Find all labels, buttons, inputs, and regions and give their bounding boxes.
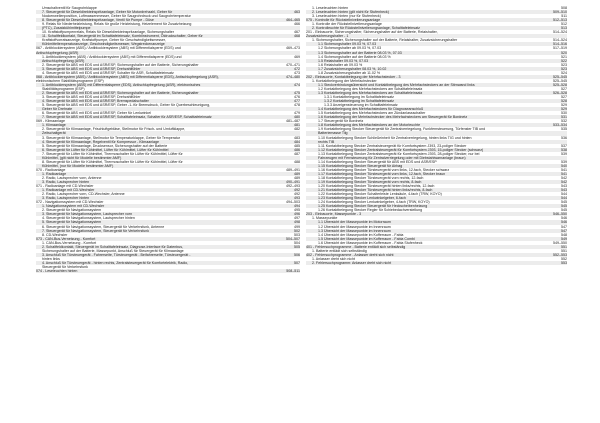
toc-entry-title: 1.2 Sicherungshalter ab 09.03 %, 07.03 <box>318 46 382 51</box>
toc-entry-title: 1.3 Übersicht der Massepunkte im Innenraum <box>318 228 391 233</box>
toc-entry-page: 486 <box>294 147 300 152</box>
toc-entry-title: 7. Steuergerät für Dieseldirekteinspritzanlage, Geber für Motordrehzahl, Geber für <box>42 10 173 15</box>
toc-entry-title: 1.7 Steuergerät für Bordnetz <box>318 119 364 124</box>
toc-entry-page: 545 <box>561 204 567 209</box>
toc-entry-page: 493 <box>294 196 300 201</box>
toc-entry-title: Geber für Drehrate <box>42 107 73 112</box>
toc-entry-title: 2. Radio, Lautsprecher vorn, Antenne <box>42 175 102 180</box>
toc-entry-title: 1.2 Kontaktbelegung des Mehrfachsteckers am Schalttafeleinsatz <box>318 86 423 91</box>
toc-entry-title: 1.9 Kontaktbelegung Stecker Steuergerät für Zentralverriegelung, Funkfernsteuerung, Türfenster TIB und <box>318 127 486 132</box>
toc-entry-title: 1.8 Kontaktbelegung des Mehrfachsteckers an der Motorleuchte <box>318 123 421 128</box>
toc-entry-title: 4. Anschluß für Türsteuergerät - hinten rechts, Zentralsteuergerät für Komfortelektrik, Radio, <box>42 260 189 265</box>
toc-entry-page: 477 <box>294 99 300 104</box>
toc-entry-page: 529 <box>561 107 567 112</box>
toc-entry-page: 490–491 <box>286 180 300 185</box>
toc-entry-page: 553 <box>561 260 567 265</box>
toc-entry-title: 1.22 Kontaktbelegung Stecker Schalterleiste Lenksäule, 4-fach (TRW, KOYO) <box>318 192 442 197</box>
toc-entry-page: 539 <box>561 159 567 164</box>
toc-entry-title: 4. Steuergerät für ABS mit EDS und ASR/ESP, Bremspedalschalter <box>42 99 149 104</box>
toc-entry-title: 6. Steuergerät für ABS mit EDS und ASR/ESP, Geber für Lenkwinkel <box>42 111 151 116</box>
toc-entry-title: 5. Steuergerät für Klimaanlage, Drucksensor, Sicherungshalter auf der Batterie <box>42 143 168 148</box>
toc-entry-page: 530 <box>561 111 567 116</box>
toc-entry-page: 494 <box>294 204 300 209</box>
toc-entry-title: 4. Steuergerät für Navigationssystem, Lautsprecher hinten <box>42 216 135 221</box>
toc-entry-page: 492 <box>294 188 300 193</box>
toc-entry-page: 480 <box>294 115 300 120</box>
toc-entry-page: 533–534 <box>553 123 567 128</box>
toc-entry-title: 1. Kontrolle der Rückstellnivelierungsanlage <box>312 22 382 27</box>
toc-entry-title: 2. Steuergerät für Klimaanlage, Frischluftgebläse, Stellmotor für Frisch- und Umluftklappe, <box>42 127 186 132</box>
toc-entry-title: 1. CAN-Bus-Vernetzung - Komfort <box>42 240 97 245</box>
toc-entry-page: 543 <box>561 184 567 189</box>
toc-entry-title: Kühlmitteltemperaturanzeige, Geschwindigkeitsmesser, Wegstreckenanzeige <box>42 42 165 47</box>
toc-entry-title: 1.10 Kontaktbelegung Stecker Schließeinheit für Zentralverriegelung, hinten links TIG und hinten <box>318 135 472 140</box>
toc-entry-title: 1.13 Kontaktbelegung Stecker Zentralsteuergerät für Komfortsystem J393, 28-poliger Stecker, nur bei <box>318 151 480 156</box>
toc-entry-page: 469 <box>294 54 300 59</box>
toc-entry-page: 505 <box>294 244 300 249</box>
toc-entry-title: 1.25 Kontaktbelegung Stecker Steuergerät für Heckscheibenheizung <box>318 204 428 209</box>
toc-entry-page: 539 <box>561 151 567 156</box>
toc-entry-page: 498 <box>294 220 300 225</box>
toc-entry-title: 1.15 Kontaktbelegung Stecker Steuergerät für Airbag <box>318 163 403 168</box>
toc-entry-page: 527 <box>561 95 567 100</box>
toc-entry-page: 492 <box>294 192 300 197</box>
toc-entry-title: 201 - Einbauorte, Sicherungshalter, Sicherungshalter auf der Batterie, Relaishalter, <box>306 30 438 35</box>
toc-entry-page: 552–553 <box>553 252 567 257</box>
toc-entry-title: Kühlmittel, (nur für Modelle bestimmter AMF) <box>42 163 114 168</box>
toc-entry-title: 1. Antiblockiersystem (ABS) mit Differentialsperre (EDS), Antischlupfregelung (ASR), elektronisches <box>42 82 201 87</box>
toc-entry-title: 3. Anschluß für Türsteuergerät - Fahrerseite, Türsteuergerät - Beifahrerseite, Türsteuergerät - <box>42 252 191 257</box>
toc-entry-page: 472 <box>294 66 300 71</box>
toc-entry-page: 541 <box>561 171 567 176</box>
toc-entry-page: 499 <box>294 224 300 229</box>
toc-entry-title: 7. Steuergerät für Navigationssystem, Steuergerät für Verkehrsfunk <box>42 228 150 233</box>
toc-entry-title: 068 - Antiblockiersystem (ABS) / Antiblockiersystem (ABS) mit Differentialsperre (EDS), Antischlupfregelung (ASR), <box>36 74 219 79</box>
toc-entry-page: 481–487 <box>286 119 300 124</box>
toc-column-left <box>36 6 300 273</box>
toc-entry-page: 546–550 <box>553 212 567 217</box>
toc-entry-title: 1.6 Kontaktbelegung der Mehrfachstecker des Mehrfachsteckers am Steuergerät für Bordnetz <box>318 115 468 120</box>
toc-entry-title: 1.21 Kontaktbelegung Stecker Türsteuergerät hinten links/rechts, 8-fach <box>318 188 433 193</box>
toc-entry-title: 1.5 Kontaktbelegung des Mehrfachsteckers am Zündanlassschalter <box>318 111 426 116</box>
toc-entry-title: 1.4 Übersicht der Massepunkte im Kofferraum - Fabia <box>318 232 404 237</box>
toc-entry-title: Stabilitätsprogramm (ESP) <box>42 86 85 91</box>
toc-entry-page: 495 <box>294 208 300 213</box>
toc-entry-page: 508–511 <box>286 269 300 274</box>
toc-entry-title: 1.3.1 Kontaktbelegung im Schalttafeleinsatz <box>324 95 394 100</box>
toc-entry-title: 1.1 Übersicht der Massepunkte im Motorraum <box>318 220 391 225</box>
toc-entry-title: 069 - Klimaanlage <box>36 119 65 124</box>
toc-entry-title: Antischlupfregelung (ASR) <box>42 58 85 63</box>
toc-entry-title: 9. Relais für Niederheizleistung, Relais für große Heizleistung, Heizelement für Zusatzheizung <box>42 22 192 27</box>
toc-entry-title: 1.1 Sicherungshalter 09.03 %, 07.03 <box>318 42 377 47</box>
toc-entry-page: 511 <box>561 14 567 19</box>
toc-entry-page: 531 <box>561 115 567 120</box>
toc-entry-page: 489 <box>294 175 300 180</box>
toc-entry-title: 2. Leseleuchten hinten (gilt nicht für Stufenheck) <box>312 10 389 15</box>
toc-entry-page: 503 <box>294 232 300 237</box>
toc-entry-title: 3. Steuergerät für Klimaanlage, Stellmotor für Temperaturklappe, Geber für Temperatur <box>42 135 181 140</box>
toc-entry-page: 535 <box>561 127 567 132</box>
toc-entry-page: 542 <box>561 175 567 180</box>
toc-entry-page: 525–528 <box>553 82 567 87</box>
toc-entry-title: 3. Radio, Lautsprecher hinten <box>42 196 90 201</box>
toc-entry-title: Antischlupfregelung (ASR) <box>36 50 79 55</box>
toc-entry-title: 4. Steuergerät für Klimaanlage, Regelventil für Kompressor - Klimaanlage <box>42 139 160 144</box>
toc-entry-title: 1.12 Kontaktbelegung Stecker Zentralsteuergerät für Komfortsystem J393, 15-poliger Stecker (schwarz) <box>318 147 484 152</box>
toc-entry-page: 551 <box>561 248 567 253</box>
toc-entry-title: 1.6 Übersicht der Massepunkte im Kofferraum - Fabia Stufenheck <box>318 240 423 245</box>
toc-entry-title: 202 - Einbauorte, Kontaktbelegung der Mehrfachstecker - 3 <box>306 74 401 79</box>
toc-entry-title: 1. Batterie entlädt sich selbständig <box>312 248 367 253</box>
toc-entry-title: Kraftstoffvorratsanzeige, Kraftstoffpumpe, Geber für Geschwindigkeitsmesser, <box>42 38 166 43</box>
toc-entry-page: 514–524 <box>553 30 567 35</box>
toc-entry-title: 11. Schaltfeldkontakt, Steuergerät im Schalttafeleinsatz, Kombiinstrument, Öldruckschalter, Geber für <box>42 34 203 39</box>
toc-entry-page: 540 <box>561 163 567 168</box>
toc-entry-title: 1.3.3 Anzeigensteuerung im Schalttafeleinsatz <box>324 103 398 108</box>
toc-entry-title: 067 - Antiblockiersystem (ABS) / Antiblockiersystem (ABS) mit Differentialsperre (EDS) und <box>36 46 181 51</box>
toc-entry-title: 1.6 Relaishalter ab 09.03 % <box>318 62 363 67</box>
toc-entry-title: 7. Steuergerät für ABS mit EDS und ASR/ESP, Schalttafeleinsatz, Schalter für ASR/ESP, Schalttafeleinsatz <box>42 115 212 120</box>
toc-entry-page: 479 <box>294 111 300 116</box>
toc-entry-title: 1.23 Kontaktbelegung Stecker Lenkwinkelgeber, 6-fach <box>318 196 406 201</box>
toc-entry-title: Batteriemasse Tilg <box>318 131 348 136</box>
toc-entry-page: 549–550 <box>553 240 567 245</box>
toc-entry-page: 466 <box>294 22 300 27</box>
toc-entry-page: 545 <box>561 200 567 205</box>
toc-entry-title: elektronischem Stabilitätsprogramm (ESP) <box>36 78 104 83</box>
toc-entry-title: 1. Leseleuchten hinten <box>312 6 349 10</box>
toc-entry-title: 1.24 Kontaktbelegung Stecker Lenkwinkelgeber, 4-fach (TRW, KOYO) <box>318 200 430 205</box>
toc-entry-title: 1.1 Steckverbindungsübersicht und Kontaktbelegung des Mehrfachsteckers an der Stirnwand links <box>318 82 475 87</box>
toc-entry-title: 5. Steuergerät für ABS mit EDS und ASR/ESP, Geber -1- für Bremsdruck, Geber für Querbeschleunigung, <box>42 103 211 108</box>
toc-entry-page: 512–513 <box>553 18 567 23</box>
toc-entry-page: 521 <box>561 54 567 59</box>
toc-entry-page: 544 <box>561 192 567 197</box>
toc-entry-page: 483 <box>294 135 300 140</box>
toc-entry-page: 546 <box>561 216 567 221</box>
toc-entry-title: 1. Kontaktbelegung der Mehrfachstecker <box>312 78 377 83</box>
toc-entry-title: 8. CD-Wechsler <box>42 232 68 237</box>
toc-entry-page: 523 <box>561 62 567 67</box>
toc-entry-page: 538 <box>561 147 567 152</box>
toc-entry-title: 1.3 Sicherungshalter auf der Batterie 08.03 %, 07.03 <box>318 50 402 55</box>
toc-entry-page: 513 <box>561 26 567 31</box>
toc-entry-page: 551 <box>561 244 567 249</box>
toc-entry-title: (PTC), Zusatzkühlmittelpumpe <box>42 26 91 31</box>
toc-entry-title: 2. Radio, Lautsprecher vorn, CD-Wechsler, Antenne <box>42 192 125 197</box>
toc-entry-page: 542 <box>561 180 567 185</box>
toc-entry-page: 517–519 <box>553 46 567 51</box>
toc-entry-page: 526–528 <box>553 90 567 95</box>
toc-entry-page: 476 <box>294 95 300 100</box>
toc-entry-title: 1.2 Übersicht der Massepunkte im Innenraum <box>318 224 391 229</box>
toc-entry-page: 482 <box>294 127 300 132</box>
toc-entry-title: 2. Steuergerät für Navigationssystem <box>42 208 102 213</box>
toc-entry-title: 2. Steuergerät für ABS mit EDS und ASR/ESP, Sicherungshalter auf der Batterie, Sicherungshalter <box>42 62 199 67</box>
toc-entry-page: 494–503 <box>286 200 300 205</box>
toc-entry-page: 488 <box>294 159 300 164</box>
toc-entry-page: 470–471 <box>286 62 300 67</box>
toc-entry-title: 1.11 Kontaktbelegung Stecker Zentralsteuergerät für Komfortsystem J393, 23-poliger Stecker <box>318 143 467 148</box>
toc-entry-page: 522 <box>561 58 567 63</box>
toc-entry-page: 475 <box>294 90 300 95</box>
toc-entry-page: 528 <box>561 99 567 104</box>
toc-entry-page: 524 <box>561 70 567 75</box>
toc-entry-title: 1. Sicherungshalter, Sicherungshalter auf der Batterie, Relaishalter, Zusatzsicherungshalter <box>312 38 458 43</box>
toc-entry-title: 401 - Fehlersuchprogramme - Batterie entlädt sich selbständig <box>306 244 406 249</box>
toc-entry-title: 1.18 Kontaktbelegung Stecker Türsteuergerät vorn rechts, 12-fach <box>318 175 424 180</box>
toc-entry-page: 523 <box>561 66 567 71</box>
toc-entry-title: 1.7 Zusatzsicherungshalter 08.03 %, 10.02 <box>318 66 387 71</box>
toc-entry-page: 525–545 <box>553 78 567 83</box>
toc-entry-title: 3. Radio, Lautsprecher hinten <box>42 180 90 185</box>
toc-entry-title: Fahrzeugen mit Fernsteuerung für Zentralverriegelung oder mit Diebstahlwarnanlage (braun) <box>318 155 466 160</box>
toc-entry-page: 484 <box>294 139 300 144</box>
toc-entry-title: 6. Steuergerät für Lüfter für Kühlmittel, Lüfter für Kühlmittel, Lüfter für Kühlmittel <box>42 147 169 152</box>
toc-entry-page: 546 <box>561 220 567 225</box>
toc-entry-title: 1. Massepunkte <box>312 216 338 221</box>
toc-entry-page: 545 <box>561 208 567 213</box>
toc-entry <box>306 261 567 265</box>
toc-entry-page: 536 <box>561 135 567 140</box>
toc-entry-title: 1. Anlasser dreht sich nicht <box>312 256 355 261</box>
toc-entry-title: 4. Steuergerät für ABS mit EDS und ASR/ESP, Schalter für ASR, Schalttafeleinsatz <box>42 70 174 75</box>
toc-entry-title: 1.4 Sicherungshalter auf der Batterie 08.03 % <box>318 54 391 59</box>
toc-entry-title: Zusatzsicherungshalter - 1 <box>306 34 349 39</box>
toc-entry-title: 402 - Fehlersuchprogramme - Anlasser dreht sich nicht <box>306 252 394 257</box>
toc-entry-title: 8. Steuergerät für Lüfter für Kühlmittel, Thermoschalter für Lüfter für Kühlmittel, Lüfter für <box>42 159 183 164</box>
toc-entry-title: 6. Steuergerät für Navigationssystem, Steuergerät für Verkehrsfunk, Antenne <box>42 224 165 229</box>
toc-entry-page: 478 <box>294 103 300 108</box>
toc-entry-page: 474–480 <box>286 74 300 79</box>
toc-entry-page: 543 <box>561 188 567 193</box>
toc-entry-page: 481 <box>294 123 300 128</box>
toc-entry-title: 071 - Radioanlage mit CD-Wechsler <box>36 184 94 189</box>
toc-entry-page: 489–491 <box>286 167 300 172</box>
toc-entry-title: 1.17 Kontaktbelegung Stecker Türsteuergerät vorn links, 12-fach, Stecker braun <box>318 171 446 176</box>
toc-entry-title: 1.16 Kontaktbelegung Stecker Türsteuergerät vorn links, 12-fach, Stecker schwarz <box>318 167 450 172</box>
toc-entry-title: Sicherungshalter auf der Batterie, Massepunkt, Anschluß für Steuergerät für Klimaanlage <box>42 248 184 253</box>
toc-entry-title: 073 - CAN-Bus-Vernetzung - Komfort <box>36 236 96 241</box>
toc-entry-page: 541 <box>561 167 567 172</box>
toc-entry-title: 3. Steuergerät für ABS mit EDS und ASR/ESP, Drehzahlfühler <box>42 66 141 71</box>
toc-entry-title: 10. Kraftstoffpumpenrelais, Relais für Dieseldirekteinspritzanlage, Sicherungshalter <box>42 30 174 35</box>
toc-entry-title: 072 - Navigationssystem mit CD-Wechsler <box>36 200 104 205</box>
toc-entry-title: 1.26 Kontaktbelegung Stecker Regler für Schiebedachverstellung <box>318 208 423 213</box>
toc-entry-title: rechts TIB <box>318 139 335 144</box>
toc-entry-title: 1. Radioanlage <box>42 171 67 176</box>
toc-entry-page: 544 <box>561 196 567 201</box>
toc-entry-page: 507 <box>294 260 300 265</box>
toc-entry-page: 473 <box>294 70 300 75</box>
toc-entry-title: 2. Steuergerät für ABS mit EDS und ASR/ESP, Sicherungshalter auf der Batterie, Sicherungshalter <box>42 90 199 95</box>
toc-entry-title: 2. Kontrolleuchte für Rückstellnivelierungsanlage, Schalttafeleinsatz <box>312 26 420 31</box>
toc-entry-title: Nockenwellenposition, Luftmassenmesser, Geber für Saugrohrdruck und Saugrohrtemperatur <box>42 14 191 19</box>
toc-entry-title: Zeitschaltgerät <box>42 131 66 136</box>
toc-entry-page: 487 <box>294 151 300 156</box>
toc-entry-title: 1.4 Kontaktbelegung des Mehrfachsteckers für Diagnoseanschluß <box>318 107 424 112</box>
toc-entry-title: 075 - Kontrolle für Rückstellnivelierungsanlage <box>306 18 381 23</box>
toc-entry-title: Kühlmittel, (gilt nicht für Modelle bestimmter AMF) <box>42 155 122 160</box>
toc-entry-page: 525–545 <box>553 74 567 79</box>
toc-entry-title: 070 - Radioanlage <box>36 167 66 172</box>
toc-entry-page: 463 <box>294 10 300 15</box>
toc-entry-title: 1.5 Übersicht der Massepunkte im Kofferraum - Fabia Combi <box>318 236 415 241</box>
toc-entry-page: 514–516 <box>553 42 567 47</box>
toc-entry-page: 527 <box>561 86 567 91</box>
toc-entry-title: 074 - Leseleuchten hinten <box>36 269 78 274</box>
toc-entry-title: 1.8 Zusatzsicherungshalter ab 11.02 % <box>318 70 381 75</box>
toc-entry-title: 7. Steuergerät für Lüfter für Kühlmittel, Thermoschalter für Lüfter für Kühlmittel, Lüfter für <box>42 151 183 156</box>
toc-entry-page: 547 <box>561 224 567 229</box>
toc-entry-page: 464–465 <box>286 18 300 23</box>
toc-entry-page: 520 <box>561 50 567 55</box>
toc-column-right <box>306 6 567 265</box>
toc-entry-page: 509–510 <box>553 10 567 15</box>
toc-entry-title: 1. Radioanlage mit CD-Wechsler <box>42 188 95 193</box>
toc-entry-page: 485 <box>294 143 300 148</box>
toc-entry-page: 489 <box>294 171 300 176</box>
toc-entry-page: 552 <box>561 256 567 261</box>
toc-entry-page: 467 <box>294 30 300 35</box>
toc-entry-title: Steuergerät für Verkehrsfunk <box>42 265 88 269</box>
toc-entry-page: 514–524 <box>553 38 567 43</box>
toc-entry-page: 469–473 <box>286 46 300 51</box>
toc-entry-title: 3. Leseleuchten hinten (nur für Stufenheck) <box>312 14 381 19</box>
toc-entry-title: 1. Antiblockiersystem (ABS) / Antiblockiersystem (ABS) mit Differentialsperre (EDS) und <box>42 54 182 59</box>
toc-entry-page: 496 <box>294 212 300 217</box>
toc-entry-title: 1.20 Kontaktbelegung Stecker Türsteuergerät hinten links/rechts, 12-fach <box>318 184 435 189</box>
toc-entry-page: 508 <box>561 6 567 10</box>
toc-entry-page: 549 <box>561 236 567 241</box>
toc-entry-title: 203 - Einbauorte, Massepunkte - 3 <box>306 212 362 217</box>
toc-entry-page: 504–507 <box>286 236 300 241</box>
toc-entry-title: 1.14 Kontaktbelegung Stecker Steuergerät für ABS mit EDS und ASR/ESP <box>318 159 437 164</box>
toc-entry-page: 548 <box>561 232 567 237</box>
toc-entry <box>36 269 300 273</box>
toc-entry-page: 532 <box>561 119 567 124</box>
toc-entry-page: 504 <box>294 240 300 245</box>
toc-entry-page: 492–493 <box>286 184 300 189</box>
toc-entry-title: 5. Steuergerät für Navigationssystem <box>42 220 102 225</box>
toc-entry-page: 468 <box>294 34 300 39</box>
toc-entry-title: 8. Steuergerät für Dieseldirekteinspritzanlage, Ventil für Pumpe - Düse <box>42 18 154 23</box>
toc-entry-page: 502 <box>294 228 300 233</box>
toc-entry-title: 2. Fehlersuchprogramm: Anlasser dreht sich nicht <box>312 260 392 265</box>
toc-entry-page: 512 <box>561 22 567 27</box>
toc-entry-title: 3. Steuergerät für ABS mit EDS und ASR/ESP, Drehzahlfühler <box>42 95 141 100</box>
toc-entry-page: 547 <box>561 228 567 233</box>
toc-entry-page: 529 <box>561 103 567 108</box>
toc-entry-title: 1.3.2 Kontaktbelegung im Schalttafeleinsatz <box>324 99 394 104</box>
toc-entry-title: 1.5 Relaishalter 09.03 %, 07.03 <box>318 58 369 63</box>
toc-entry-title: hinten links <box>42 256 60 261</box>
toc-entry-title: 2. Schaltfeldkontakt, Steuergerät im Schalttafeleinsatz, Diagnose-Interface für Datenbus, <box>42 244 184 249</box>
toc-entry-title: Umschaltventil für Saugrohrklappe <box>42 6 97 10</box>
toc-entry-page: 506 <box>294 252 300 257</box>
toc-entry-title: 3. Steuergerät für Navigationssystem, Lautsprecher vorn <box>42 212 133 217</box>
toc-entry-page: 537 <box>561 143 567 148</box>
toc-entry-title: 1. Klimaanlage <box>42 123 66 128</box>
toc-entry-title: 1. Navigationssystem mit CD-Wechsler <box>42 204 105 209</box>
toc-entry-page: 497 <box>294 216 300 221</box>
toc-entry-title: 1.19 Kontaktbelegung Stecker Türsteuergerät vorn rechts, 8-fach <box>318 180 422 185</box>
toc-entry-title: 1.3 Kontaktbelegung des Mehrfachsteckers am Schalttafeleinsatz <box>318 90 423 95</box>
toc-entry-page: 474 <box>294 82 300 87</box>
